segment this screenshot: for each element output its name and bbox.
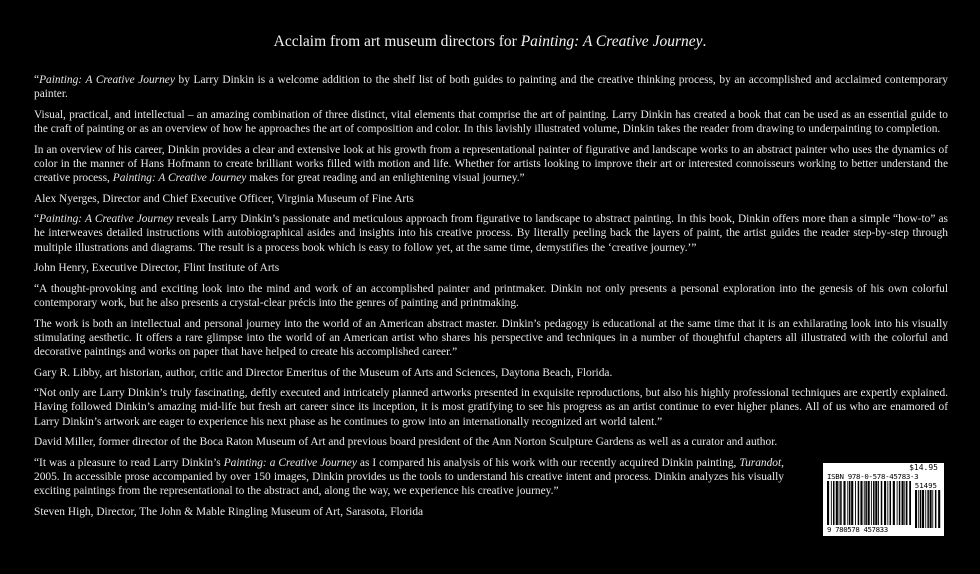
text-run: , 2005. In accessible prose accompanied by over 150 images, Dinkin provides us the tools to understand his creative intent and process. Dinkin analyzes his visually exciting paintings from the representational to the abstract and, along the way, we experience his creative journey.” <box>34 456 785 498</box>
attribution <box>34 366 948 380</box>
text-run: “A thought-provoking and exciting look into the mind and work of an accomplished painter and printmaker. Dinkin not only presents a personal exploration into the genesis of his own colorful contemporary work, but he also presents a crystal-clear précis into the genres of painting and printmaking. <box>34 282 948 309</box>
barcode-bar <box>938 490 940 528</box>
barcode-bar <box>932 490 933 528</box>
italic-title: Turandot <box>739 456 782 469</box>
barcode-bar <box>925 490 926 528</box>
italic-title: Painting: A Creative Journey <box>39 213 174 226</box>
text-run: “Not only are Larry Dinkin’s truly fascinating, deftly executed and intricately planned artworks presented in exquisite reproductions, but also his highly professional techniques are expertly explained. Having followed Dinkin’s amazing mid-life but fresh art career since its inception, it is most gratifying to see his progress as an artist continue to ever higher planes. All of us who are enamored of Larry Dinkin’s artwork are eager to experience his next phase as he continues to grow into an internationally recognized art world talent.” <box>34 387 948 428</box>
testimonial-paragraph <box>34 108 948 136</box>
testimonial-paragraph <box>34 456 784 499</box>
barcode-bar <box>920 490 921 528</box>
text-run: “It was a pleasure to read Larry Dinkin’s <box>34 456 224 469</box>
text-run: “ <box>34 213 40 226</box>
barcode-bar <box>893 481 895 525</box>
testimonials-body <box>34 73 948 525</box>
barcode-bar <box>897 481 898 525</box>
text-run: as I compared his analysis of his work with our recently acquired Dinkin painting, <box>356 456 740 469</box>
barcode-bar <box>909 481 911 525</box>
barcode-bar <box>860 481 862 525</box>
price-label: $14.95 <box>909 463 938 472</box>
barcode-bar <box>881 481 883 525</box>
attribution <box>34 435 948 449</box>
testimonial-paragraph <box>34 317 948 360</box>
barcode-bar <box>875 481 877 525</box>
barcode-bar <box>918 490 919 528</box>
barcode-bar <box>865 481 867 525</box>
barcode-bar <box>871 481 872 525</box>
testimonial-paragraph <box>34 212 948 255</box>
italic-title: Painting: A Creative Journey <box>112 172 247 184</box>
barcode-bar <box>840 481 842 525</box>
barcode-bar <box>827 481 829 525</box>
barcode-bar <box>878 481 879 525</box>
page-heading <box>0 33 980 51</box>
barcode-bar <box>851 481 853 525</box>
barcode-bar <box>843 481 845 525</box>
heading-book-title: Painting: A Creative Journey <box>520 33 703 50</box>
attribution <box>34 261 948 275</box>
italic-title: Painting: A Creative Journey <box>39 74 175 86</box>
price-addon-label: 51495 <box>914 481 937 490</box>
text-run: by Larry Dinkin is a welcome addition to the shelf list of both guides to painting and the creative thinking process, by an accomplished and acclaimed contemporary painter. <box>34 74 948 101</box>
testimonial-paragraph <box>34 282 948 310</box>
barcode-bar <box>833 481 835 525</box>
barcode-bar <box>922 490 924 528</box>
barcode-bar <box>915 490 917 528</box>
text-run: “ <box>34 74 40 86</box>
testimonial-paragraph <box>34 386 948 429</box>
testimonial-paragraph <box>34 143 948 186</box>
barcode-bar <box>906 481 908 525</box>
barcode-bar <box>847 481 848 525</box>
text-run: The work is both an intellectual and personal journey into the world of an American abstract master. Dinkin’s pedagogy is educational at the same time that it is an exhilarating look into his visually stimulating aesthetic. It offers a rare glimpse into the world of an American artist who shares his perspective and techniques in a number of thoughtful chapters all illustrated with the colorful and decorative paintings and works on paper that have helped to create his accomplished career.” <box>34 317 948 358</box>
text-run: David Miller, former director of the Boca Raton Museum of Art and previous board president of the Ann Norton Sculpture Gardens as well as a curator and author. <box>34 436 778 449</box>
barcode-bar <box>849 481 851 525</box>
heading-prefix: Acclaim from art museum directors for <box>273 33 521 50</box>
barcode-bar <box>930 490 932 528</box>
barcode-bar <box>935 490 936 528</box>
isbn-barcode <box>823 463 944 536</box>
barcode-bar <box>855 481 856 525</box>
heading-suffix: . <box>702 33 707 50</box>
text-run: Visual, practical, and intellectual – an amazing combination of three distinct, vital elements that comprise the art of painting. Larry Dinkin has created a book that can be used as an essential guide to the craft of painting or as an overview of how he approaches the art of composition and color. In this lavishly illustrated volume, Dinkin takes the reader from drawing to underpainting to completion. <box>34 108 948 135</box>
barcode-bar <box>868 481 870 525</box>
text-run: reveals Larry Dinkin’s passionate and meticulous approach from figurative to landscape to abstract painting. In this book, Dinkin offers more than a simple “how-to” as he interweaves detailed instructions with autobiographical asides and insights into his creative process. By literally peeling back the layers of paint, the artist guides the reader step-by-step through multiple illustrations and diagrams. The result is a process book which is easy to follow yet, at the same time, demystifies the ‘creative journey.’” <box>34 213 948 254</box>
text-run: John Henry, Executive Director, Flint Institute of Arts <box>34 262 280 275</box>
barcode-bar <box>902 481 904 525</box>
barcode-bar <box>904 481 905 525</box>
addon-bars <box>915 490 941 528</box>
ean13-bars <box>827 481 911 525</box>
barcode-bar <box>864 481 865 525</box>
text-run: Steven High, Director, The John & Mable Ringling Museum of Art, Sarasota, Florida <box>34 505 424 518</box>
barcode-bar <box>899 481 901 525</box>
isbn-label: ISBN 978-0-578-45783-3 <box>827 472 919 481</box>
barcode-bar <box>858 481 860 525</box>
attribution <box>34 192 948 206</box>
barcode-bar <box>831 481 832 525</box>
barcode-bar <box>887 481 888 525</box>
barcode-bar <box>836 481 838 525</box>
text-run: Gary R. Libby, art historian, author, critic and Director Emeritus of the Museum of Arts and Sciences, Daytona Beach, Florida. <box>34 366 613 379</box>
barcode-bar <box>884 481 886 525</box>
barcode-bar <box>927 490 928 528</box>
barcode-bar <box>873 481 875 525</box>
testimonial-paragraph <box>34 73 948 101</box>
barcode-bar <box>890 481 892 525</box>
attribution <box>34 505 948 519</box>
text-run: Alex Nyerges, Director and Chief Executive Officer, Virginia Museum of Fine Arts <box>34 192 414 205</box>
barcode-bar <box>839 481 840 525</box>
text-run: makes for great reading and an enlightening visual journey.” <box>246 172 525 184</box>
italic-title: Painting: a Creative Journey <box>223 456 357 469</box>
text-run: In an overview of his career, Dinkin provides a clear and extensive look at his growth from a representational painter of figurative and landscape works to an abstract painter who uses the dynamics of color in the manner of Hans Hofmann to create brilliant works filled with motion and life. Whether for artists looking to improve their art or interested connoisseurs working to better understand the creative process, <box>34 143 948 184</box>
barcode-digits: 9 780578 457833 <box>827 525 888 534</box>
